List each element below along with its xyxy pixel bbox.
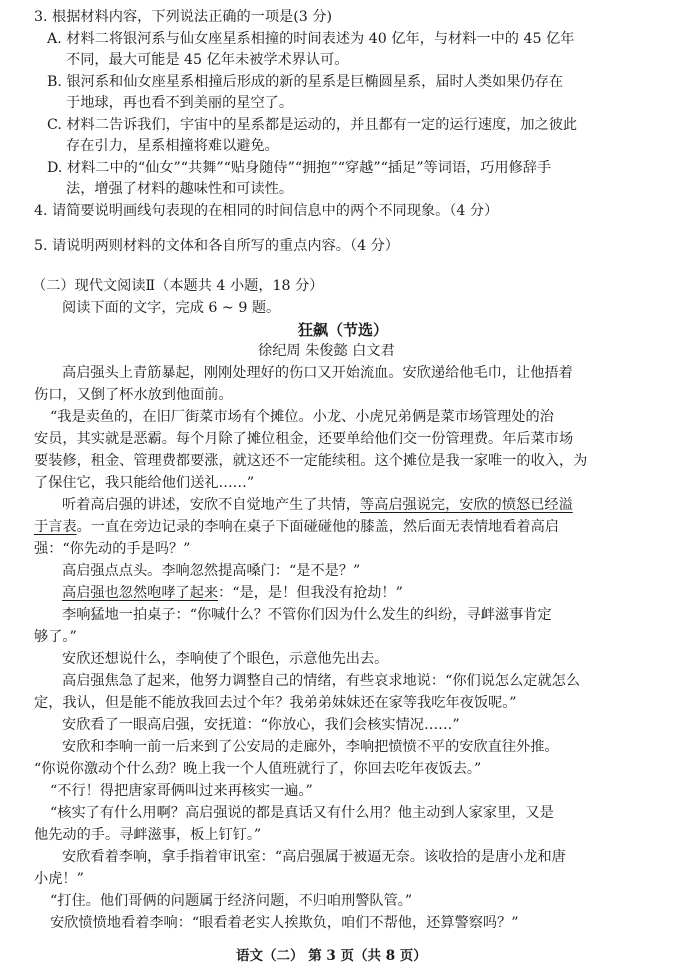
paragraph-line: 安欣还想说什么，李响使了个眼色，示意他先出去。 — [62, 651, 389, 667]
text-segment: 听着高启强的讲述，安欣不自觉地产生了共情， — [62, 497, 360, 513]
q3-option-d-cont: 法，增强了材料的趣味性和可读性。 — [66, 181, 294, 197]
passage-title: 狂飙（节选） — [298, 321, 389, 339]
paragraph-line: 李响猛地一拍桌子：“你喊什么？不管你们因为什么发生的纠纷，寻衅滋事肯定 — [62, 607, 552, 623]
paragraph-line — [62, 494, 573, 516]
paragraph-line: 小虎！” — [34, 871, 84, 887]
paragraph-line: 了保住它，我只能给他们送礼……” — [34, 475, 255, 491]
paragraph-line: 高启强点点头。李响忽然提高嗓门：“是不是？” — [62, 563, 361, 579]
underlined-sentence: 高启强也忽然咆哮了起来 — [62, 585, 219, 601]
paragraph-line: 安欣看了一眼高启强，安抚道：“你放心，我们会核实情况……” — [62, 717, 460, 733]
paragraph-line: “你说你激动个什么劲？晚上我一个人值班就行了，你回去吃年夜饭去。” — [34, 761, 482, 777]
underlined-sentence: 于言表 — [34, 519, 77, 535]
paragraph-line: “我是卖鱼的，在旧厂街菜市场有个摊位。小龙、小虎兄弟俩是菜市场管理处的治 — [50, 409, 554, 425]
section-heading: （二）现代文阅读Ⅱ（本题共 4 小题，18 分） — [32, 278, 324, 294]
text-segment: ：“是，是！但我没有抢劫！” — [218, 585, 403, 601]
paragraph-line: 安欣看着李响，拿手指着审讯室：“高启强属于被逼无奈。该收拾的是唐小龙和唐 — [62, 849, 566, 865]
paragraph-line: 够了。” — [34, 629, 77, 645]
q3-option-d: D. 材料二中的“仙女”“共舞”“贴身随侍”“拥抱”“穿越”“插足”等词语，巧用修辞手 — [47, 160, 552, 176]
paragraph-line: 伤口，又倒了杯水放到他面前。 — [34, 387, 233, 403]
paragraph-line — [62, 582, 403, 604]
paragraph-line: 强：“你先动的手是吗？” — [34, 541, 191, 557]
section-instruction: 阅读下面的文字，完成 6 ~ 9 题。 — [62, 300, 281, 316]
q3-option-c: C. 材料二告诉我们，宇宙中的星系都是运动的，并且都有一定的运行速度，加之彼此 — [47, 117, 578, 133]
q3-option-a-cont: 不同，最大可能是 45 亿年未被学术界认可。 — [66, 52, 349, 68]
question-3-stem: 3. 根据材料内容，下列说法正确的一项是(3 分) — [34, 9, 333, 25]
passage-authors: 徐纪周 朱俊懿 白文君 — [258, 343, 395, 359]
q3-option-b: B. 银河系和仙女座星系相撞后形成的新的星系是巨椭圆星系，届时人类如果仍存在 — [47, 74, 564, 90]
paragraph-line: 他先动的手。寻衅滋事，板上钉钉。” — [34, 827, 262, 843]
paragraph-line: 安欣愤愤地看着李响：“眼看着老实人挨欺负，咱们不帮他，还算警察吗？” — [50, 915, 519, 931]
paragraph-line: 安欣和李响一前一后来到了公安局的走廊外，李响把愤愤不平的安欣直往外推。 — [62, 739, 559, 755]
paragraph-line: 高启强头上青筋暴起，刚刚处理好的伤口又开始流血。安欣递给他毛巾，让他捂着 — [62, 365, 573, 381]
text-segment: 。一直在旁边记录的李响在桌子下面碰碰他的膝盖，然后面无表情地看着高启 — [76, 519, 559, 535]
paragraph-line: “不行！得把唐家哥俩叫过来再核实一遍。” — [50, 783, 313, 799]
page-footer: 语文（二） 第 3 页（共 8 页） — [236, 948, 427, 964]
q3-option-b-cont: 于地球，再也看不到美丽的星空了。 — [66, 95, 294, 111]
paragraph-line: 高启强焦急了起来，他努力调整自己的情绪，有些哀求地说：“你们说怎么定就怎么 — [62, 673, 581, 689]
question-4: 4. 请简要说明画线句表现的在相同的时间信息中的两个不同现象。（4 分） — [34, 203, 499, 219]
paragraph-line: 安员，其实就是恶霸。每个月除了摊位租金，还要单给他们交一份管理费。年后菜市场 — [34, 431, 574, 447]
paragraph-line: “打住。他们哥俩的问题属于经济问题，不归咱刑警队管。” — [50, 893, 413, 909]
question-5: 5. 请说明两则材料的文体和各自所写的重点内容。（4 分） — [34, 238, 399, 254]
paragraph-line — [34, 516, 559, 538]
paragraph-line: “核实了有什么用啊？高启强说的都是真话又有什么用？他主动到人家家里，又是 — [50, 805, 554, 821]
q3-option-c-cont: 存在引力，星系相撞将难以避免。 — [66, 138, 279, 154]
q3-option-a: A. 材料二将银河系与仙女座星系相撞的时间表述为 40 亿年，与材料一中的 45 亿年 — [47, 31, 575, 47]
paragraph-line: 定，我认，但是能不能放我回去过个年？我弟弟妹妹还在家等我吃年夜饭呢。” — [34, 695, 517, 711]
paragraph-line: 要装修，租金、管理费都要涨，就这还不一定能续租。这个摊位是我一家唯一的收入，为 — [34, 453, 588, 469]
underlined-sentence: 等高启强说完，安欣的愤怒已经溢 — [359, 497, 573, 513]
